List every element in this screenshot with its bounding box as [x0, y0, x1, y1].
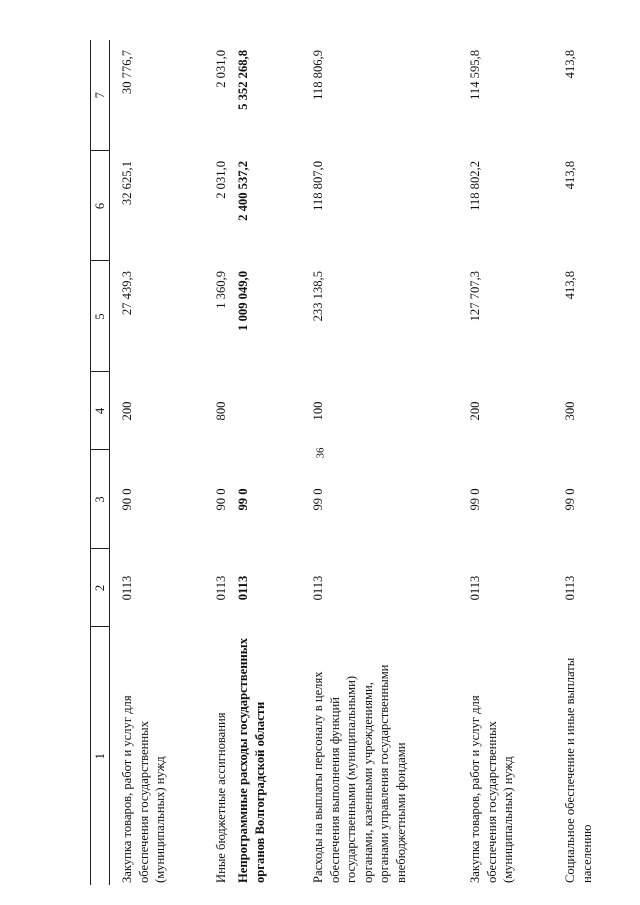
row-name: Расходы на выплаты персоналу в целях обеспечения выполнения функций государственными (муниципальными) органами, казенными учреждениями, органами управления государственными внебюджетными фондами — [311, 664, 409, 883]
page-number-text: 36 — [314, 447, 326, 459]
table-row — [458, 40, 553, 885]
section-code: 0113 — [311, 575, 325, 601]
table-row — [110, 40, 206, 885]
amount-col-6: 118 802,2 — [468, 161, 482, 211]
amount-col-5: 1 360,9 — [214, 271, 228, 309]
table-body — [110, 40, 619, 885]
target-article: 90 0 — [120, 488, 134, 511]
expense-type — [233, 372, 301, 450]
budget-table — [90, 40, 618, 885]
header-col-2: 2 — [91, 549, 110, 627]
table-row — [301, 40, 458, 885]
amount-col-6: 32 625,1 — [120, 161, 134, 206]
target-article: 99 0 — [563, 488, 577, 511]
target-article: 99 0 — [236, 488, 250, 511]
table-row — [205, 40, 233, 885]
table-row-bold — [233, 40, 301, 885]
amount-col-7: 413,8 — [563, 50, 577, 79]
amount-col-5: 127 707,3 — [468, 271, 482, 322]
expense-type: 300 — [563, 401, 577, 421]
amount-col-7: 114 595,8 — [468, 50, 482, 100]
amount-col-6: 2 031,0 — [214, 161, 228, 199]
amount-col-5: 1 009 049,0 — [236, 271, 250, 331]
amount-col-5: 27 439,3 — [120, 271, 134, 316]
table-row — [553, 40, 618, 885]
target-article: 90 0 — [214, 488, 228, 511]
header-col-3: 3 — [91, 450, 110, 549]
amount-col-7: 5 352 268,8 — [236, 50, 250, 110]
amount-col-6: 118 807,0 — [311, 161, 325, 211]
header-col-1: 1 — [91, 627, 110, 885]
header-col-6: 6 — [91, 151, 110, 261]
expense-type: 200 — [468, 401, 482, 421]
amount-col-7: 118 806,9 — [311, 50, 325, 100]
target-article: 99 0 — [311, 488, 325, 511]
section-code: 0113 — [468, 575, 482, 601]
amount-col-7: 30 776,7 — [120, 50, 134, 95]
section-code: 0113 — [563, 575, 577, 601]
header-col-7: 7 — [91, 40, 110, 151]
row-name: Закупка товаров, работ и услуг для обеспечения государственных (муниципальных) нужд — [120, 695, 168, 883]
expense-type: 100 — [311, 401, 325, 421]
target-article: 99 0 — [468, 488, 482, 511]
row-name: Иные бюджетные ассигнования — [214, 712, 228, 883]
section-code: 0113 — [214, 575, 228, 601]
rotated-table-container — [90, 40, 600, 885]
row-name: Непрограммные расходы государственных органов Волгоградской области — [236, 638, 267, 883]
amount-col-6: 413,8 — [563, 161, 577, 190]
section-code: 0113 — [120, 575, 134, 601]
amount-col-7: 2 031,0 — [214, 50, 228, 88]
amount-col-5: 233 138,5 — [311, 271, 325, 322]
amount-col-6: 2 400 537,2 — [236, 161, 250, 221]
row-name: Закупка товаров, работ и услуг для обеспечения государственных (муниципальных) нужд — [468, 695, 516, 883]
section-code: 0113 — [236, 575, 250, 601]
header-row — [91, 40, 110, 885]
header-col-5: 5 — [91, 261, 110, 372]
table-header — [91, 40, 110, 885]
header-col-4: 4 — [91, 372, 110, 450]
expense-type: 200 — [120, 401, 134, 421]
row-name: Социальное обеспечение и иные выплаты населению — [563, 657, 594, 883]
amount-col-5: 413,8 — [563, 271, 577, 300]
expense-type: 800 — [214, 401, 228, 421]
